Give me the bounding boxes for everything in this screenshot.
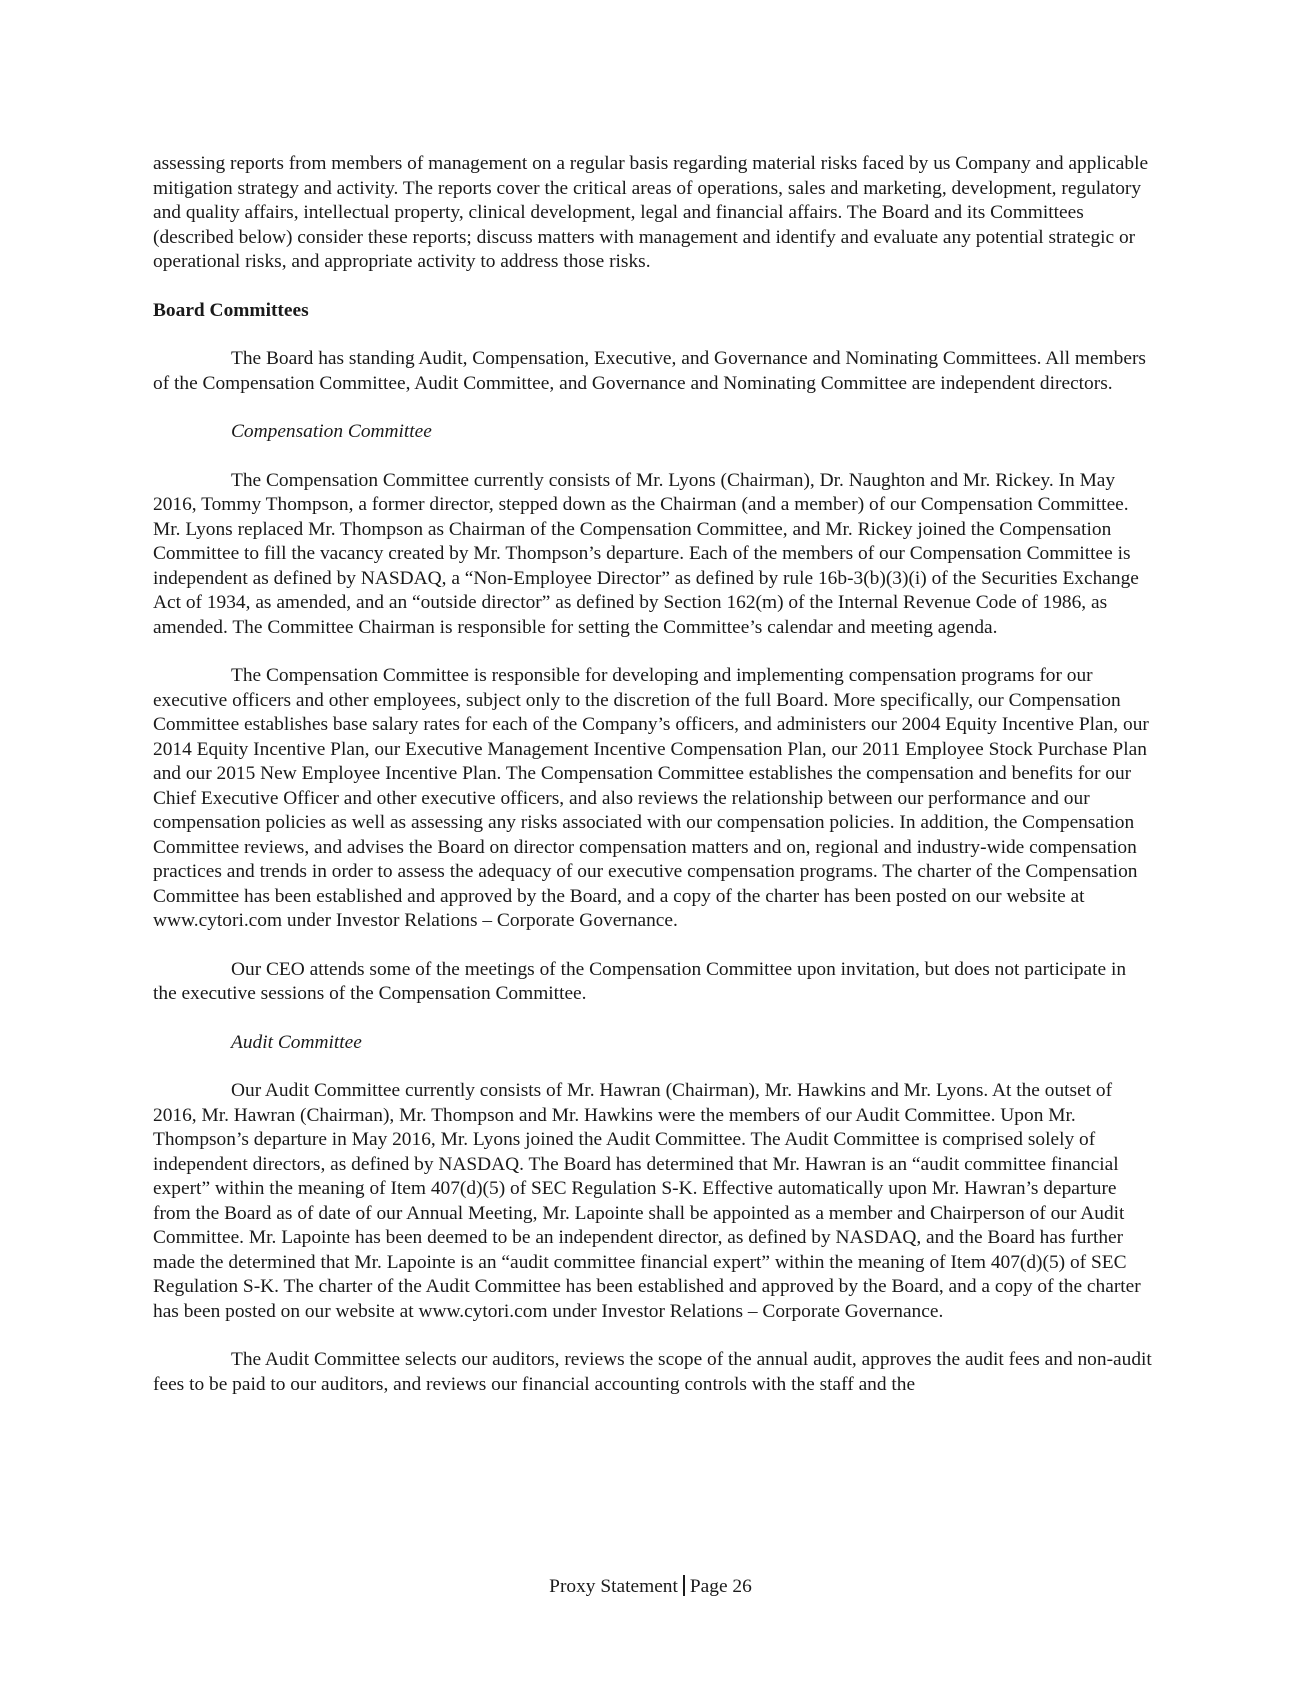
risk-oversight-paragraph: assessing reports from members of management on a regular basis regarding material risks faced by us Company and applicable mitigation strategy and activity. The reports cover the critical areas of operations, sales and marketing, development, regulatory and quality affairs, intellectual property, clinical development, legal and financial affairs. The Board and its Committees (described below) consider these reports; discuss matters with management and identify and evaluate any potential strategic or operational risks, and appropriate activity to address those risks. bbox=[153, 153, 1149, 272]
footer-page-number: Page 26 bbox=[689, 1576, 752, 1597]
board-committees-paragraph: The Board has standing Audit, Compensation, Executive, and Governance and Nominating Committees. All members of the Compensation Committee, Audit Committee, and Governance and Nominating Committee are independent directors. bbox=[153, 348, 1146, 394]
compensation-responsibility-paragraph: The Compensation Committee is responsible for developing and implementing compensation programs for our executive officers and other employees, subject only to the discretion of the full Board. More specifically, our Compensation Committee establishes base salary rates for each of the Company’s officers, and administers our 2004 Equity Incentive Plan, our 2014 Equity Incentive Plan, our Executive Management Incentive Compensation Plan, our 2011 Employee Stock Purchase Plan and our 2015 New Employee Incentive Plan. The Compensation Committee establishes the compensation and benefits for our Chief Executive Officer and other executive officers, and also reviews the relationship between our performance and our compensation policies as well as assessing any risks associated with our compensation policies. In addition, the Compensation Committee reviews, and advises the Board on director compensation matters and on, regional and industry-wide compensation practices and trends in order to assess the adequacy of our executive compensation programs. The charter of the Compensation Committee has been established and approved by the Board, and a copy of the charter has been posted on our website at www.cytori.com under Investor Relations – Corporate Governance. bbox=[153, 665, 1149, 931]
compensation-membership-paragraph: The Compensation Committee currently consists of Mr. Lyons (Chairman), Dr. Naughton and Mr. Rickey. In May 2016, Tommy Thompson, a former director, stepped down as the Chairman (and a member) of our Compensation Committee. Mr. Lyons replaced Mr. Thompson as Chairman of the Compensation Committee, and Mr. Rickey joined the Compensation Committee to fill the vacancy created by Mr. Thompson’s departure. Each of the members of our Compensation Committee is independent as defined by NASDAQ, a “Non-Employee Director” as defined by rule 16b-3(b)(3)(i) of the Securities Exchange Act of 1934, as amended, and an “outside director” as defined by Section 162(m) of the Internal Revenue Code of 1986, as amended. The Committee Chairman is responsible for setting the Committee’s calendar and meeting agenda. bbox=[153, 469, 1139, 638]
footer-separator bbox=[683, 1575, 685, 1596]
page-body bbox=[153, 152, 1153, 1397]
page-footer bbox=[0, 1575, 1301, 1599]
compensation-committee-heading: Compensation Committee bbox=[231, 421, 432, 442]
board-committees-heading: Board Committees bbox=[153, 299, 309, 321]
audit-responsibility-paragraph: The Audit Committee selects our auditors, reviews the scope of the annual audit, approves the audit fees and non-audit fees to be paid to our auditors, and reviews our financial accounting controls with the staff and the bbox=[153, 1349, 1152, 1395]
audit-membership-paragraph: Our Audit Committee currently consists of Mr. Hawran (Chairman), Mr. Hawkins and Mr. Lyons. At the outset of 2016, Mr. Hawran (Chairman), Mr. Thompson and Mr. Hawkins were the members of our Audit Committee. Upon Mr. Thompson’s departure in May 2016, Mr. Lyons joined the Audit Committee. The Audit Committee is comprised solely of independent directors, as defined by NASDAQ. The Board has determined that Mr. Hawran is an “audit committee financial expert” within the meaning of Item 407(d)(5) of SEC Regulation S-K. Effective automatically upon Mr. Hawran’s departure from the Board as of date of our Annual Meeting, Mr. Lapointe shall be appointed as a member and Chairperson of our Audit Committee. Mr. Lapointe has been deemed to be an independent director, as defined by NASDAQ, and the Board has further made the determined that Mr. Lapointe is an “audit committee financial expert” within the meaning of Item 407(d)(5) of SEC Regulation S-K. The charter of the Audit Committee has been established and approved by the Board, and a copy of the charter has been posted on our website at www.cytori.com under Investor Relations – Corporate Governance. bbox=[153, 1080, 1141, 1322]
footer-document-title: Proxy Statement bbox=[549, 1576, 678, 1597]
audit-committee-heading: Audit Committee bbox=[231, 1031, 362, 1053]
ceo-attendance-paragraph: Our CEO attends some of the meetings of the Compensation Committee upon invitation, but does not participate in the executive sessions of the Compensation Committee. bbox=[153, 958, 1127, 1004]
